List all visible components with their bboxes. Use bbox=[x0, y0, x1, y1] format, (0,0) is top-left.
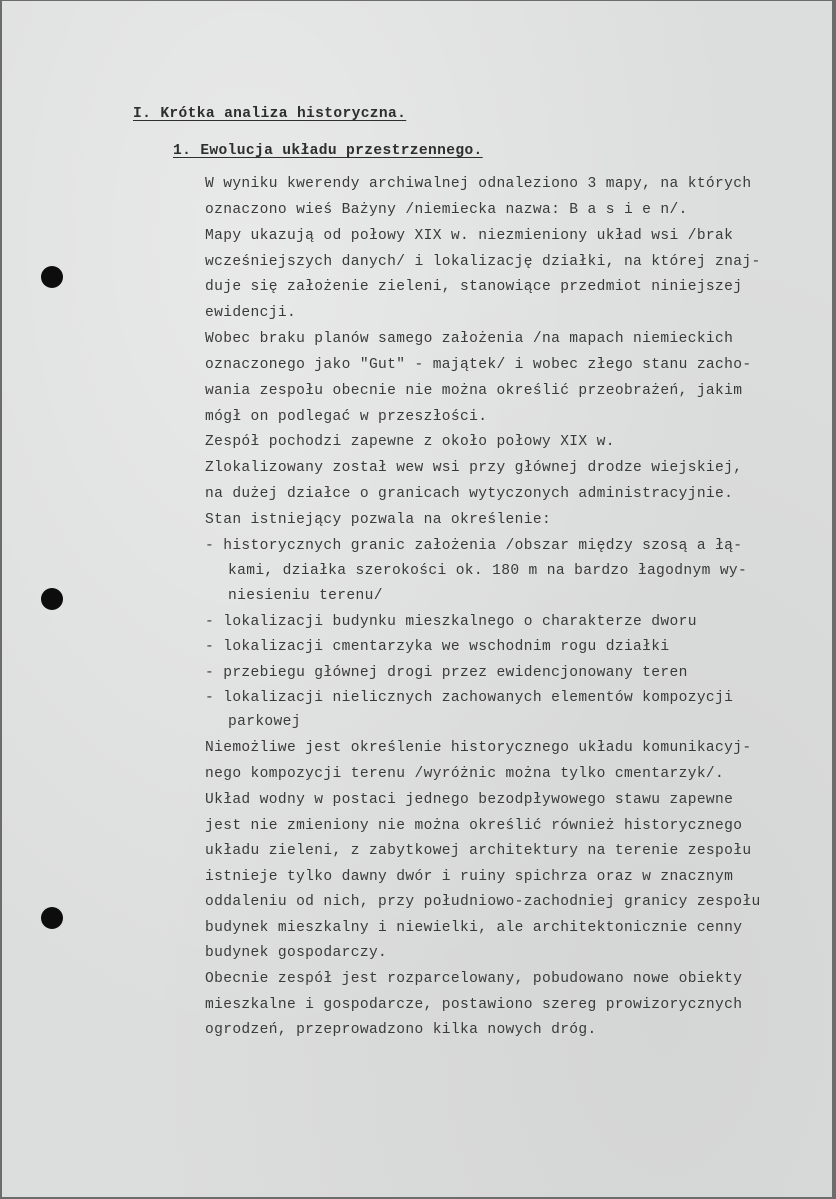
text-line: istnieje tylko dawny dwór i ruiny spichrza oraz w znacznym bbox=[205, 869, 734, 885]
text-line: niesieniu terenu/ bbox=[228, 588, 383, 604]
text-line: mieszkalne i gospodarcze, postawiono szereg prowizorycznych bbox=[205, 997, 743, 1013]
list-item: - przebiegu głównej drogi przez ewidencjonowany teren bbox=[205, 665, 688, 681]
list-item: - lokalizacji budynku mieszkalnego o charakterze dworu bbox=[205, 614, 697, 630]
text-line: Niemożliwe jest określenie historycznego układu komunikacyj- bbox=[205, 740, 752, 756]
text-line: kami, działka szerokości ok. 180 m na bardzo łagodnym wy- bbox=[228, 563, 748, 579]
text-line: parkowej bbox=[228, 714, 301, 730]
text-line: W wyniku kwerendy archiwalnej odnaleziono 3 mapy, na których bbox=[205, 176, 752, 192]
text-line: mógł on podlegać w przeszłości. bbox=[205, 409, 488, 425]
text-line: budynek mieszkalny i niewielki, ale architektonicznie cenny bbox=[205, 920, 743, 936]
punch-hole bbox=[41, 588, 63, 610]
text-line: oddaleniu od nich, przy południowo-zachodniej granicy zespołu bbox=[205, 894, 761, 910]
text-line: budynek gospodarczy. bbox=[205, 945, 388, 961]
text-line: ewidencji. bbox=[205, 305, 297, 321]
text-line: Układ wodny w postaci jednego bezodpływowego stawu zapewne bbox=[205, 792, 734, 808]
list-item: - lokalizacji nielicznych zachowanych elementów kompozycji bbox=[205, 690, 734, 706]
text-line: jest nie zmieniony nie można określić również historycznego bbox=[205, 818, 743, 834]
section-heading: I. Krótka analiza historyczna. bbox=[133, 106, 407, 122]
text-line: Obecnie zespół jest rozparcelowany, pobudowano nowe obiekty bbox=[205, 971, 743, 987]
document-page bbox=[2, 1, 832, 1197]
list-item: - historycznych granic założenia /obszar między szosą a łą- bbox=[205, 538, 743, 554]
text-line: Stan istniejący pozwala na określenie: bbox=[205, 512, 552, 528]
text-line: układu zieleni, z zabytkowej architektury na terenie zespołu bbox=[205, 843, 752, 859]
subsection-heading: 1. Ewolucja układu przestrzennego. bbox=[173, 143, 483, 159]
text-line: Wobec braku planów samego założenia /na mapach niemieckich bbox=[205, 331, 734, 347]
text-line: Zespół pochodzi zapewne z około połowy XIX w. bbox=[205, 434, 615, 450]
text-line: na dużej działce o granicach wytyczonych administracyjnie. bbox=[205, 486, 734, 502]
text-line: oznaczono wieś Bażyny /niemiecka nazwa: B a s i e n/. bbox=[205, 202, 688, 218]
punch-hole bbox=[41, 907, 63, 929]
text-line: nego kompozycji terenu /wyróżnic można tylko cmentarzyk/. bbox=[205, 766, 725, 782]
text-line: oznaczonego jako "Gut" - majątek/ i wobec złego stanu zacho- bbox=[205, 357, 752, 373]
text-line: Mapy ukazują od połowy XIX w. niezmieniony układ wsi /brak bbox=[205, 228, 734, 244]
punch-hole bbox=[41, 266, 63, 288]
text-line: wcześniejszych danych/ i lokalizację działki, na której znaj- bbox=[205, 254, 761, 270]
text-line: Zlokalizowany został wew wsi przy głównej drodze wiejskiej, bbox=[205, 460, 743, 476]
text-line: duje się założenie zieleni, stanowiące przedmiot niniejszej bbox=[205, 279, 743, 295]
list-item: - lokalizacji cmentarzyka we wschodnim rogu działki bbox=[205, 639, 670, 655]
text-line: wania zespołu obecnie nie można określić przeobrażeń, jakim bbox=[205, 383, 743, 399]
text-line: ogrodzeń, przeprowadzono kilka nowych dróg. bbox=[205, 1022, 597, 1038]
